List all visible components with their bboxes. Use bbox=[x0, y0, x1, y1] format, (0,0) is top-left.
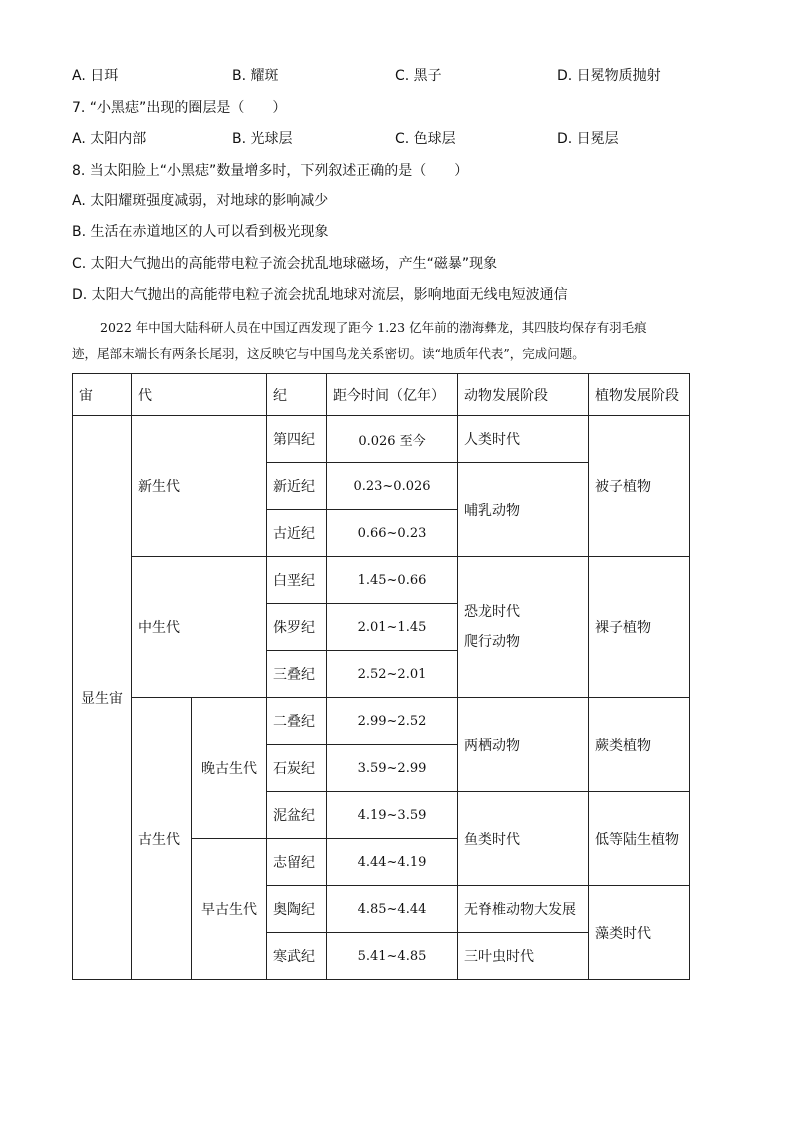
animal-reptile: 爬行动物 bbox=[464, 634, 520, 650]
time-cell: 5.41~4.85 bbox=[327, 933, 458, 980]
period-cell: 志留纪 bbox=[267, 839, 327, 886]
passage-line-1: 2022 年中国大陆科研人员在中国辽西发现了距今 1.23 亿年前的渤海彝龙，其四肢均保存有羽毛痕 bbox=[100, 320, 647, 335]
plant-cell: 裸子植物 bbox=[589, 557, 690, 698]
period-cell: 古近纪 bbox=[267, 510, 327, 557]
period-cell: 三叠纪 bbox=[267, 651, 327, 698]
table-row bbox=[73, 416, 690, 463]
q8-option-a: A. 太阳耀斑强度减弱，对地球的影响减少 bbox=[72, 193, 329, 209]
q6-option-b: B. 耀斑 bbox=[232, 68, 279, 84]
period-cell: 泥盆纪 bbox=[267, 792, 327, 839]
eon-cell: 显生宙 bbox=[73, 416, 132, 980]
period-cell: 新近纪 bbox=[267, 463, 327, 510]
time-cell: 1.45~0.66 bbox=[327, 557, 458, 604]
q8-option-b: B. 生活在赤道地区的人可以看到极光现象 bbox=[72, 224, 329, 240]
time-cell: 2.99~2.52 bbox=[327, 698, 458, 745]
q7-option-d: D. 日冕层 bbox=[557, 131, 619, 147]
plant-cell: 被子植物 bbox=[589, 416, 690, 557]
q6-option-a: A. 日珥 bbox=[72, 68, 119, 84]
animal-cell: 哺乳动物 bbox=[458, 463, 589, 557]
time-cell: 3.59~2.99 bbox=[327, 745, 458, 792]
animal-dino: 恐龙时代 bbox=[464, 604, 520, 620]
era-early-paleozoic: 早古生代 bbox=[192, 839, 267, 980]
animal-cell: 无脊椎动物大发展 bbox=[458, 886, 589, 933]
time-cell: 4.44~4.19 bbox=[327, 839, 458, 886]
time-cell: 4.19~3.59 bbox=[327, 792, 458, 839]
time-cell: 4.85~4.44 bbox=[327, 886, 458, 933]
plant-cell: 藻类时代 bbox=[589, 886, 690, 980]
animal-cell bbox=[458, 557, 589, 698]
q6-option-c: C. 黑子 bbox=[395, 68, 442, 84]
plant-cell: 低等陆生植物 bbox=[589, 792, 690, 886]
period-cell: 侏罗纪 bbox=[267, 604, 327, 651]
time-cell: 0.66~0.23 bbox=[327, 510, 458, 557]
period-cell: 石炭纪 bbox=[267, 745, 327, 792]
passage bbox=[72, 315, 722, 367]
q7-option-a: A. 太阳内部 bbox=[72, 131, 147, 147]
q7-option-c: C. 色球层 bbox=[395, 131, 456, 147]
time-cell: 0.23~0.026 bbox=[327, 463, 458, 510]
header-period: 纪 bbox=[267, 374, 327, 416]
plant-cell: 蕨类植物 bbox=[589, 698, 690, 792]
period-cell: 奥陶纪 bbox=[267, 886, 327, 933]
era-mesozoic: 中生代 bbox=[132, 557, 267, 698]
era-cenozoic: 新生代 bbox=[132, 416, 267, 557]
table-row bbox=[73, 698, 690, 745]
animal-cell: 人类时代 bbox=[458, 416, 589, 463]
period-cell: 第四纪 bbox=[267, 416, 327, 463]
q8-option-c: C. 太阳大气抛出的高能带电粒子流会扰乱地球磁场，产生“磁暴”现象 bbox=[72, 256, 498, 272]
time-cell: 0.026 至今 bbox=[327, 416, 458, 463]
header-era: 代 bbox=[132, 374, 267, 416]
animal-cell: 三叶虫时代 bbox=[458, 933, 589, 980]
animal-cell: 鱼类时代 bbox=[458, 792, 589, 886]
era-paleozoic: 古生代 bbox=[132, 698, 192, 980]
header-time: 距今时间（亿年） bbox=[327, 374, 458, 416]
passage-line-2: 迹，尾部末端长有两条长尾羽，这反映它与中国鸟龙关系密切。读“地质年代表”，完成问题。 bbox=[72, 346, 585, 361]
header-plant: 植物发展阶段 bbox=[589, 374, 690, 416]
q6-option-d: D. 日冕物质抛射 bbox=[557, 68, 661, 84]
period-cell: 二叠纪 bbox=[267, 698, 327, 745]
time-cell: 2.52~2.01 bbox=[327, 651, 458, 698]
period-cell: 白垩纪 bbox=[267, 557, 327, 604]
header-animal: 动物发展阶段 bbox=[458, 374, 589, 416]
table-row bbox=[73, 557, 690, 604]
period-cell: 寒武纪 bbox=[267, 933, 327, 980]
geologic-time-table bbox=[72, 373, 690, 980]
era-late-paleozoic: 晚古生代 bbox=[192, 698, 267, 839]
table-header-row bbox=[73, 374, 690, 416]
time-cell: 2.01~1.45 bbox=[327, 604, 458, 651]
header-eon: 宙 bbox=[73, 374, 132, 416]
q7-stem: 7. “小黑痣”出现的圈层是（ ） bbox=[72, 100, 287, 116]
animal-cell: 两栖动物 bbox=[458, 698, 589, 792]
q8-stem: 8. 当太阳脸上“小黑痣”数量增多时，下列叙述正确的是（ ） bbox=[72, 163, 469, 179]
q7-option-b: B. 光球层 bbox=[232, 131, 293, 147]
q8-option-d: D. 太阳大气抛出的高能带电粒子流会扰乱地球对流层，影响地面无线电短波通信 bbox=[72, 287, 568, 303]
